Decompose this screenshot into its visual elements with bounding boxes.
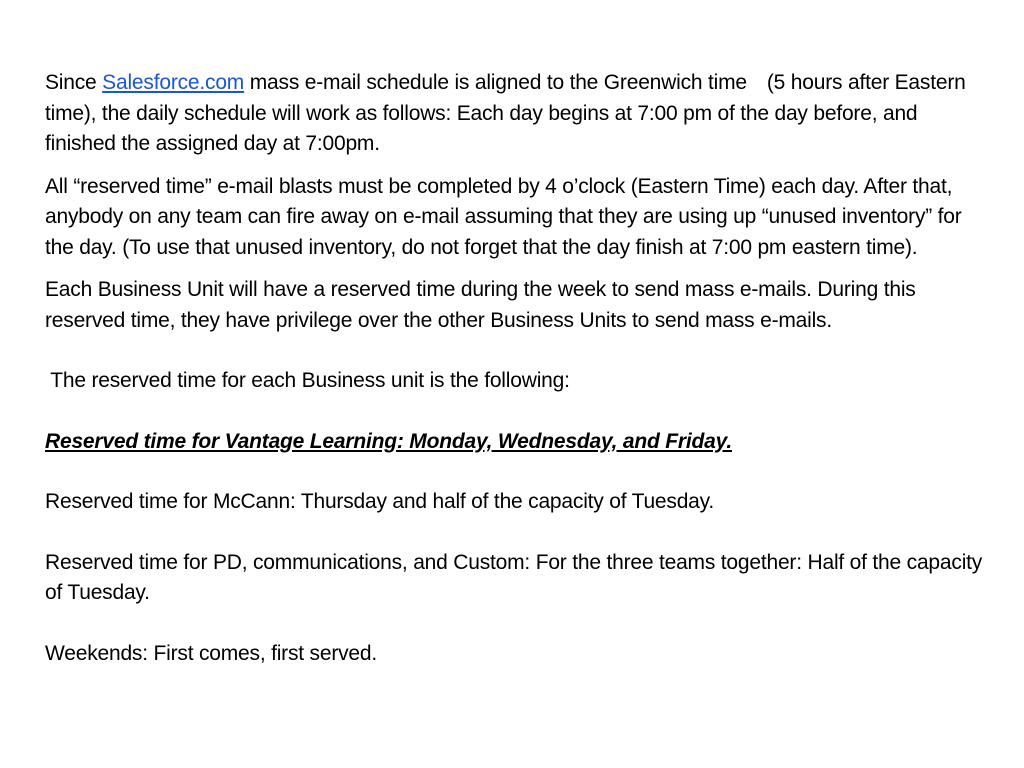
weekends-schedule: Weekends: First comes, first served. [45, 641, 378, 665]
business-unit-paragraph: Each Business Unit will have a reserved time during the week to send mass e-mails. During this reserved time, they have privilege over the other Business Units to send mass e-mails. [45, 278, 916, 332]
paragraph-gap [45, 609, 985, 639]
vantage-schedule: Reserved time for Vantage Learning: Monday, Wednesday, and Friday. [45, 429, 732, 453]
intro-paragraph [45, 68, 985, 160]
paragraph-gap [45, 263, 985, 275]
intro-suffix-a: mass e-mail schedule is aligned to the Greenwich time [244, 71, 747, 94]
paragraph-gap [45, 397, 985, 427]
mccann-schedule: Reserved time for McCann: Thursday and half of the capacity of Tuesday. [45, 490, 715, 513]
intro-suffix-b: (5 hours after Eastern time), the daily schedule will work as follows: Each day begins at 7:00 pm of the day before, and finished the assigned day at 7:00pm. [45, 71, 966, 155]
intro-prefix: Since [45, 71, 103, 94]
schedule-intro: The reserved time for each Business unit is the following: [45, 369, 570, 392]
paragraph-gap [45, 160, 985, 172]
paragraph-gap [45, 518, 985, 548]
slide-body [45, 68, 985, 669]
paragraph-gap [45, 336, 985, 366]
pd-schedule: Reserved time for PD, communications, and Custom: For the three teams together: Half of the capacity of Tuesday. [45, 550, 983, 604]
salesforce-link[interactable]: Salesforce.com [102, 71, 245, 94]
paragraph-gap [45, 457, 985, 487]
reserved-time-paragraph: All “reserved time” e-mail blasts must be completed by 4 o’clock (Eastern Time) each day. After that, anybody on any team can fire away on e-mail assuming that they are using up “unused inventory” for the day. (To use that unused inventory, do not forget that the day finish at 7:00 pm eastern time). [45, 174, 962, 259]
